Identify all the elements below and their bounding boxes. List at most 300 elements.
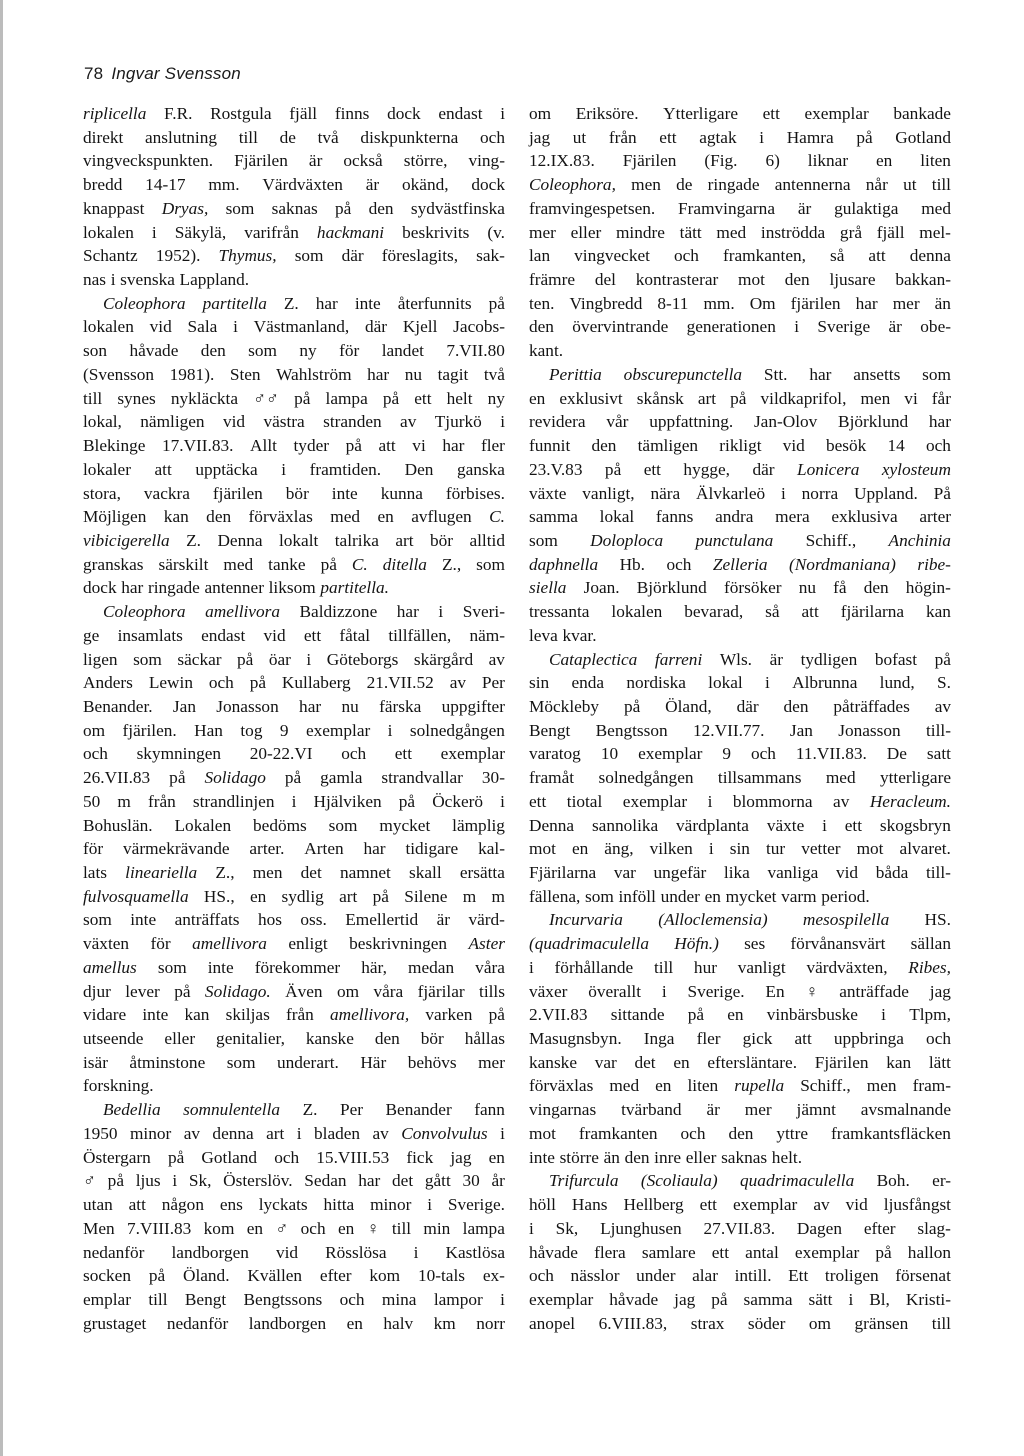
word: HS., [203, 886, 235, 906]
word: stora, [83, 483, 121, 503]
word: vidare [83, 1005, 127, 1025]
word: växer [529, 981, 568, 1001]
word: Z. [186, 530, 202, 550]
word: Convolvulus [401, 1123, 488, 1143]
word: 1950 [83, 1123, 118, 1143]
word: sittande [610, 1005, 665, 1025]
word: de [279, 127, 296, 147]
word: antenner [204, 578, 264, 598]
word: fällena, [529, 886, 581, 906]
word: bofast [874, 649, 918, 669]
word: Emellertid [345, 910, 419, 930]
word: saknas [271, 198, 318, 218]
word: har [442, 436, 465, 456]
word: ♂ [275, 1218, 289, 1238]
word: anslutning [145, 127, 218, 147]
text-line [529, 1027, 951, 1051]
word: lampa [325, 388, 368, 408]
word: Z., [441, 554, 462, 574]
word: värd- [468, 910, 505, 930]
word: nu [404, 364, 423, 384]
word: där [341, 246, 364, 266]
word: på [730, 388, 747, 408]
text-line [83, 505, 505, 529]
word: år [491, 1171, 505, 1191]
word: endast [438, 104, 483, 123]
text-line [83, 1146, 505, 1170]
text-line [529, 1003, 951, 1027]
word: i [881, 1005, 886, 1025]
word: är [769, 649, 784, 669]
word: växten [83, 934, 130, 954]
word: isär [83, 1052, 108, 1072]
text-line [83, 600, 505, 624]
text-line [529, 671, 951, 695]
word: 30- [481, 768, 505, 788]
word: dock [387, 104, 421, 123]
word: enda [571, 673, 605, 693]
word: tillsammans [717, 768, 802, 788]
word: (Nordmaniana) [789, 554, 896, 574]
word: art [339, 886, 358, 906]
word: som [328, 815, 358, 835]
word: i [172, 1171, 178, 1191]
word: beskrivningen [349, 934, 448, 954]
word: som [226, 1052, 256, 1072]
word: daphnella [529, 554, 599, 574]
word: säckar [177, 649, 222, 669]
word: Älvkarleö [696, 483, 766, 503]
word: quadrimaculella [740, 1171, 855, 1191]
word: med [921, 198, 951, 218]
word: och [926, 1029, 951, 1049]
word: Heracleum. [869, 791, 951, 811]
word: ringade [707, 175, 760, 195]
word: period. [821, 886, 870, 906]
word: kontrasterar [635, 270, 719, 290]
word: 21.VII.52 [366, 673, 434, 693]
word: Tjurkö [434, 412, 482, 432]
text-line [529, 790, 951, 814]
word: amellivora [205, 602, 280, 622]
word: vildkaprifol, [760, 388, 847, 408]
text-line [529, 742, 951, 766]
word: Lappland. [179, 270, 250, 290]
word: okänd, [402, 175, 449, 195]
word: mycket [725, 886, 777, 906]
word: är [365, 175, 380, 195]
word: med [609, 1076, 640, 1096]
text-line [529, 1051, 951, 1075]
word: till [653, 957, 674, 977]
word: ett [844, 815, 863, 835]
word: håvade [609, 1289, 659, 1309]
word: djur [83, 981, 111, 1001]
word: dock [471, 175, 505, 195]
text-line [529, 221, 951, 245]
word: de [676, 175, 693, 195]
word: fjärilen [212, 483, 263, 503]
word: vid [782, 436, 805, 456]
word: i [500, 104, 505, 123]
word: norra [801, 483, 839, 503]
word: bredd [83, 175, 123, 195]
word: riplicella [83, 104, 147, 123]
word: mm. [703, 293, 735, 313]
word: Denna [217, 530, 263, 550]
word: tämligen [637, 436, 699, 456]
word: så [829, 246, 845, 266]
text-line [529, 458, 951, 482]
word: 1981). [169, 364, 215, 384]
word: inte [331, 483, 358, 503]
word: Bl, [869, 1289, 890, 1309]
text-line [529, 861, 951, 885]
word: på [169, 768, 186, 788]
word: C. [489, 507, 505, 527]
word: intill. [734, 1266, 772, 1286]
word: Schantz [83, 246, 138, 266]
word: bevarad, [684, 602, 744, 622]
word: Höfn.) [674, 934, 719, 954]
word: där [752, 459, 775, 479]
word: om [83, 720, 106, 740]
word: jag [529, 127, 551, 147]
word: i [529, 957, 534, 977]
word: siella [529, 578, 567, 598]
word: med [716, 222, 747, 242]
word: och [341, 744, 367, 764]
word: i [500, 412, 505, 432]
word: högin- [905, 578, 951, 598]
word: har [315, 293, 338, 313]
word: framkanten, [722, 246, 806, 266]
word: om [808, 1313, 831, 1333]
word: tidigare [405, 839, 459, 859]
word: 1952). [155, 246, 201, 266]
word: Aster [468, 934, 505, 954]
word: till [931, 1313, 951, 1333]
word: Värdväxten [262, 175, 343, 195]
text-line [529, 956, 951, 980]
word: ses [744, 934, 766, 954]
word: i [281, 459, 287, 479]
word: med [330, 507, 361, 527]
word: där [736, 696, 759, 716]
word: satt [926, 744, 951, 764]
word: till [83, 388, 103, 408]
word: sätt [808, 1289, 833, 1309]
word: Anchinia [888, 530, 951, 550]
word: yttre [776, 1123, 809, 1143]
word: är [706, 1100, 720, 1120]
word: Bengtsson [595, 720, 668, 740]
word: den [206, 507, 232, 527]
word: har [363, 839, 386, 859]
text-line [529, 1241, 951, 1265]
word: km [433, 1313, 456, 1333]
word: förväxlas [248, 507, 313, 527]
word: ♀ [805, 981, 819, 1001]
word: lampa [462, 1218, 505, 1238]
word: inre [654, 1147, 682, 1167]
text-line [83, 1264, 505, 1288]
word: 7.VIII.83 [127, 1218, 192, 1238]
word: grustaget [83, 1313, 147, 1333]
word: amellus [83, 957, 137, 977]
text-line [83, 1098, 505, 1122]
text-line [529, 1288, 951, 1312]
word: Tlpm, [909, 1005, 951, 1025]
word: Sverige [817, 317, 871, 337]
word: sin [729, 839, 750, 859]
text-line [529, 1169, 951, 1193]
word: skogsbryn [879, 815, 951, 835]
word: en [529, 388, 546, 408]
word: sin [529, 673, 550, 693]
word: har [855, 293, 878, 313]
word: i [848, 1289, 854, 1309]
word: Masugnsbyn. [529, 1029, 622, 1049]
word: vi [412, 436, 426, 456]
text-line [83, 387, 505, 411]
word: var [613, 863, 636, 882]
word: avsmalnande [860, 1100, 951, 1120]
word: på [320, 554, 337, 574]
text-line [83, 221, 505, 245]
word: i [438, 602, 444, 622]
word: framvingespetsen. [529, 198, 656, 218]
word: insamlats [117, 625, 183, 645]
word: få [833, 578, 847, 598]
word: Men [83, 1218, 115, 1238]
word: i [387, 720, 393, 740]
text-line [529, 1312, 951, 1336]
text-line [83, 576, 505, 600]
word: kanske [305, 1029, 354, 1049]
word: från [608, 127, 637, 147]
word: uppbringa [833, 1029, 904, 1049]
word: men [252, 863, 283, 882]
word: än [934, 293, 951, 313]
word: ving- [468, 151, 505, 171]
word: skärgård [413, 649, 474, 669]
word: minor [370, 1195, 412, 1215]
word: behövs [407, 1052, 457, 1072]
word: ens [219, 1195, 243, 1215]
word: har [367, 364, 390, 384]
word: halv [383, 1313, 414, 1333]
word: och [83, 744, 108, 764]
word: jag [674, 1289, 696, 1309]
word: Blekinge [83, 436, 146, 456]
text-line [83, 1217, 505, 1241]
word: främre [529, 270, 576, 290]
word: lika [723, 863, 750, 882]
word: ungefär [653, 863, 707, 882]
word: Möckleby [529, 696, 600, 716]
word: obscurepunctella [623, 364, 743, 384]
word: men [866, 1076, 897, 1096]
word: som [585, 886, 614, 906]
word: når [865, 175, 888, 195]
word: i [794, 317, 800, 337]
word: återfunnits [397, 293, 472, 313]
text-line [83, 339, 505, 363]
text-line [83, 363, 505, 387]
word: Rostgula [210, 104, 272, 123]
word: Östergarn [83, 1147, 151, 1167]
word: har [396, 602, 419, 622]
word: uppfattning. [649, 412, 734, 432]
word: anopel [529, 1313, 576, 1333]
word: Jonasson [216, 696, 279, 716]
word: västra [263, 412, 305, 432]
word: art [395, 530, 414, 550]
word: inte [529, 1147, 555, 1167]
word: lokalen [83, 317, 134, 337]
word: den [368, 198, 394, 218]
text-line [83, 197, 505, 221]
text-line [529, 719, 951, 743]
word: antennerna [774, 175, 851, 195]
word: värdväxten, [806, 957, 888, 977]
word: den [529, 317, 554, 337]
word: 20-22.VI [249, 744, 313, 764]
word: (Svensson [83, 364, 155, 384]
word: Per [481, 673, 505, 693]
word: försöker [723, 578, 782, 598]
word: framkanten [578, 1123, 658, 1143]
text-line [83, 980, 505, 1004]
text-line [83, 1169, 505, 1193]
word: ♂ [83, 1171, 96, 1191]
word: vingarnas [529, 1100, 597, 1120]
word: ytterligare [879, 768, 951, 788]
text-line [83, 837, 505, 861]
word: exklusiva [831, 507, 898, 527]
word: på [711, 1289, 728, 1309]
word: att [128, 1195, 146, 1215]
page-number: 78 [84, 64, 104, 83]
word: denna [909, 246, 951, 266]
word: till [238, 127, 258, 147]
word: troligen [824, 1266, 879, 1286]
word: fler [480, 436, 505, 456]
text-line [529, 173, 951, 197]
word: på [382, 388, 400, 408]
word: (quadrimaculella [529, 934, 649, 954]
word: nedanför [166, 1313, 229, 1333]
word: Hamra [786, 127, 834, 147]
word: strandlinjen [192, 791, 275, 811]
word: växte [766, 815, 805, 835]
page-edge-shadow [0, 0, 3, 1456]
word: också [343, 151, 383, 171]
word: Bedellia [103, 1100, 161, 1120]
word: om [336, 981, 360, 1001]
word: Joan. [583, 578, 620, 598]
text-line [529, 908, 951, 932]
word: 8-11 [657, 293, 689, 313]
word: kvar. [562, 625, 597, 645]
text-line [83, 932, 505, 956]
word: ganska [456, 459, 505, 479]
word: mot [529, 839, 556, 859]
word: två [483, 364, 505, 384]
word: ett [711, 1242, 730, 1262]
word: där [364, 317, 388, 337]
left-column [83, 102, 505, 1335]
word: har [928, 412, 951, 432]
word: i [413, 1242, 419, 1262]
word: (Alloclemensia) [658, 910, 768, 930]
word: endast [201, 625, 246, 645]
word: bankade [893, 104, 951, 123]
word: vi [904, 388, 918, 408]
word: ten. [529, 293, 555, 313]
word: (Fig. [704, 151, 738, 171]
word: samlare [641, 1242, 696, 1262]
text-line [83, 410, 505, 434]
text-line [529, 1074, 951, 1098]
word: fulvosquamella [83, 886, 189, 906]
word: åtminstone [129, 1052, 206, 1072]
word: exemplar [638, 744, 703, 764]
word: emplar [83, 1289, 131, 1309]
text-line [83, 102, 505, 126]
word: vilken [649, 839, 693, 859]
text-line [83, 648, 505, 672]
text-line [83, 1288, 505, 1312]
word: efter [863, 1218, 896, 1238]
word: mera [775, 507, 810, 527]
word: den [783, 696, 809, 716]
word: vinbärsbuske [766, 1005, 858, 1025]
word: strax [690, 1313, 725, 1333]
word: fanns [655, 507, 694, 527]
word: Sverige. [687, 981, 745, 1001]
word: S. [936, 673, 951, 693]
word: helt [446, 388, 473, 408]
word: Jan [172, 696, 196, 716]
word: lever [125, 981, 160, 1001]
text-line [83, 719, 505, 743]
word: påträffades [833, 696, 910, 716]
text-line [529, 1264, 951, 1288]
word: eftersläntare. [707, 1052, 798, 1072]
word: mycket [379, 815, 431, 835]
word: lampor [433, 1289, 483, 1309]
word: inströdda [760, 222, 826, 242]
word: Coleophora [103, 602, 186, 622]
word: men [631, 175, 661, 195]
word: norr [476, 1313, 505, 1333]
word: exemplar [804, 104, 869, 123]
word: besök [825, 436, 867, 456]
word: solnedgången [409, 720, 505, 740]
word: avflugen [411, 507, 472, 527]
word: Dagen [796, 1218, 842, 1238]
word: om [529, 104, 552, 123]
word: grå [839, 222, 862, 242]
word: Allt [250, 436, 277, 456]
word: i [291, 791, 297, 811]
word: tressanta [529, 602, 590, 622]
word: vanliga [767, 863, 819, 882]
word: nas [83, 270, 107, 290]
word: på [372, 886, 389, 906]
